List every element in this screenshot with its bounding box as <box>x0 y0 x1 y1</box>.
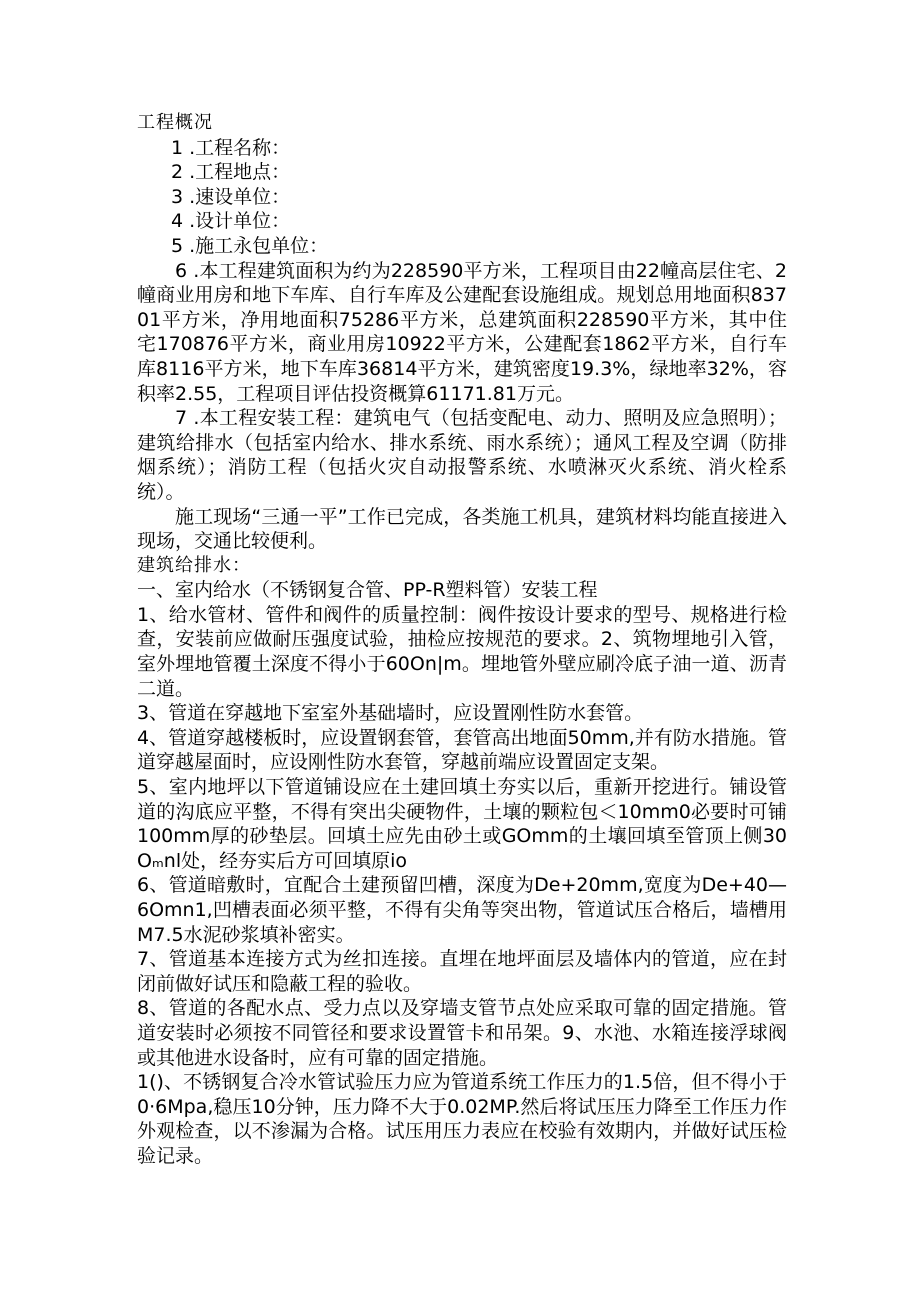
section-heading-overview: 工程概况 <box>137 112 213 133</box>
paragraph-3: 3、管道在穿越地下室室外基础墙时，应设置刚性防水套管。 <box>137 702 644 725</box>
list-item-design-unit: 4 .设计单位： <box>171 210 291 233</box>
paragraph-installation-scope: 7 .本工程安装工程：建筑电气（包括变配电、动力、照明及应急照明）；建筑给排水（包括室内给水、排水系统、雨水系统）；通风工程及空调（防排烟系统）；消防工程（包括火灾自动报警系统、水喷淋灭火系统、消火栓系统）。 <box>137 407 787 503</box>
paragraph-6: 6、管道暗敷时，宜配合土建预留凹槽，深度为De+20mm,宽度为De+40—6Omn1,凹槽表面必须平整，不得有尖角等突出物，管道试压合格后，墙槽用M7.5水泥砂浆填补密实。 <box>137 874 787 946</box>
list-item-contractor: 5 .施工永包单位： <box>171 234 329 257</box>
paragraph-1: 1、给水管材、管件和阀件的质量控制：阀件按设计要求的型号、规格进行检查，安装前应做耐压强度试验，抽检应按规范的要求。2、筑物埋地引入管，室外埋地管覆土深度不得小于60On|m。埋地管外壁应刷冷底子油一道、沥青二道。 <box>137 603 787 700</box>
list-item-project-name: 1 .工程名称： <box>171 136 291 159</box>
document-body <box>137 111 787 1169</box>
paragraph-10: 1()、不锈钢复合冷水管试验压力应为管道系统工作压力的1.5倍，但不得小于0·6Mpa,稳压10分钟，压力降不大于0.02MP.然后将试压压力降至工作压力作外观检查，以不渗漏为合格。试压用压力表应在校验有效期内，并做好试压检验记录。 <box>137 1071 787 1167</box>
paragraph-5: 5、室内地坪以下管道铺设应在土建回填土夯实以后，重新开挖进行。铺设管道的沟底应平整，不得有突出尖硬物件，土壤的颗粒包＜10mm0必要时可铺100mm厚的砂垫层。回填土应先由砂土或GOmm的土壤回填至管顶上侧30Oₘnl处，经夯实后方可回填原io <box>137 776 787 872</box>
list-item-construction-unit: 3 .速设单位： <box>171 185 291 208</box>
list-item-project-location: 2 .工程地点： <box>171 161 291 184</box>
paragraph-7: 7、管道基本连接方式为丝扣连接。直埋在地坪面层及墙体内的管道，应在封闭前做好试压和隐蔽工程的验收。 <box>137 948 787 995</box>
paragraph-building-area: 6 .本工程建筑面积为约为228590平方米，工程项目由22幢高层住宅、2幢商业用房和地下车库、自行车库及公建配套设施组成。规划总用地面积83701平方米，净用地面积75286平方米，总建筑面积228590平方米，其中住宅170876平方米，商业用房10922平方米，公建配套1862平方米，自行车库8116平方米，地下车库36814平方米，建筑密度19.3%，绿地率32%，容积率2.55，工程项目评估投资概算61171.81万元。 <box>137 259 787 405</box>
sub-heading-indoor-water-supply: 一、室内给水（不锈钢复合管、PP-R塑料管）安装工程 <box>137 579 598 602</box>
paragraph-site-conditions: 施工现场“三通一平”工作已完成，各类施工机具，建筑材料均能直接进入现场，交通比较便利。 <box>137 505 787 553</box>
paragraph-4: 4、管道穿越楼板时，应设置钢套管，套管高出地面50mm,并有防水措施。管道穿越屋面时，应设刚性防水套管，穿越前端应设置固定支架。 <box>137 726 787 774</box>
paragraph-8: 8、管道的各配水点、受力点以及穿墙支管节点处应采取可靠的固定措施。管道安装时必须按不同管径和要求设置管卡和吊架。9、水池、水箱连接浮球阀或其他进水设备时，应有可靠的固定措施。 <box>137 997 787 1069</box>
section-heading-plumbing: 建筑给排水： <box>137 554 251 576</box>
